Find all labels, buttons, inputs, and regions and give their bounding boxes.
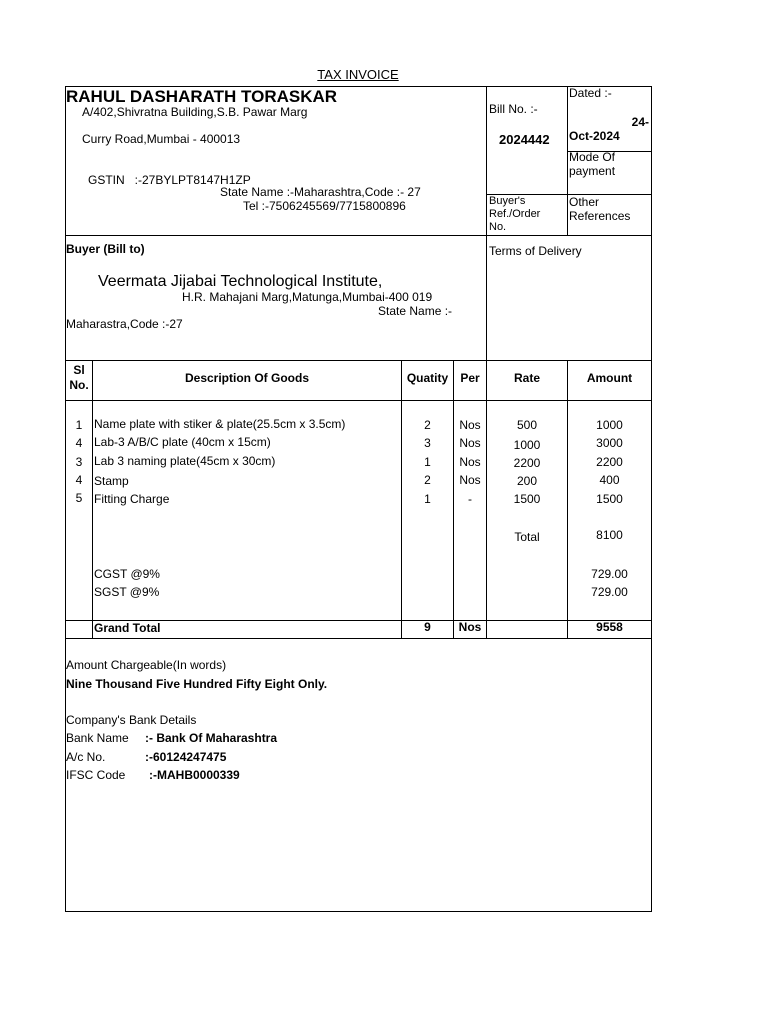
row-per: Nos: [459, 418, 481, 432]
row-amount: 3000: [596, 436, 623, 450]
row-per: Nos: [459, 473, 481, 487]
row-sl: 4: [75, 436, 83, 450]
amount-in-words-label: Amount Chargeable(In words): [66, 658, 227, 672]
header-sl-line2: No.: [69, 378, 89, 392]
buyer-name: Veermata Jijabai Technological Institute,: [98, 273, 383, 290]
total-label: Total: [514, 530, 540, 544]
cgst-value: 729.00: [591, 567, 628, 581]
seller-address-line2: Curry Road,Mumbai - 400013: [82, 132, 241, 146]
row-per: -: [468, 492, 472, 506]
row-description: Stamp: [94, 474, 129, 488]
grand-total-per: Nos: [458, 620, 482, 634]
row-rate: 200: [516, 474, 538, 488]
cgst-label: CGST @9%: [94, 567, 160, 581]
divider-buyer-top: [65, 235, 652, 236]
header-rate: Rate: [513, 371, 540, 385]
row-quantity: 2: [424, 473, 431, 487]
row-description: Fitting Charge: [94, 492, 170, 506]
row-amount: 400: [599, 473, 620, 487]
ifsc-value: :-MAHB0000339: [149, 768, 240, 782]
row-description: Name plate with stiker & plate(25.5cm x 3.5cm): [94, 417, 346, 431]
invoice-title: TAX INVOICE: [317, 67, 399, 82]
buyers-ref-line3: No.: [489, 221, 507, 233]
bank-name-value: :- Bank Of Maharashtra: [145, 731, 278, 745]
seller-name: RAHUL DASHARATH TORASKAR: [66, 87, 338, 106]
row-amount: 2200: [596, 455, 623, 469]
header-quantity: Quatity: [406, 371, 449, 385]
bill-no-label: Bill No. :-: [489, 102, 538, 116]
divider-table-header: [65, 400, 652, 401]
header-amount: Amount: [586, 371, 633, 385]
ifsc-label: IFSC Code: [66, 768, 126, 782]
divider-seller-right: [486, 86, 487, 360]
account-number-value: :-60124247475: [145, 750, 227, 764]
divider-table-top: [65, 360, 652, 361]
divider-grand-total-bottom: [65, 638, 652, 639]
row-quantity: 1: [424, 492, 431, 506]
dated-label: Dated :-: [569, 86, 612, 100]
mode-of-payment-line1: Mode Of: [569, 150, 616, 164]
border-right: [651, 86, 652, 911]
seller-gstin: GSTIN :-27BYLPT8147H1ZP: [88, 173, 251, 187]
grand-total-value: 9558: [596, 620, 623, 634]
row-sl: 5: [75, 491, 83, 505]
sgst-value: 729.00: [591, 585, 628, 599]
account-number-label: A/c No.: [66, 750, 106, 764]
grand-total-label: Grand Total: [94, 621, 161, 635]
seller-state: State Name :-Maharashtra,Code :- 27: [220, 185, 421, 199]
mode-of-payment-line2: payment: [569, 164, 616, 178]
divider-bill-info: [567, 86, 568, 235]
amount-in-words-value: Nine Thousand Five Hundred Fifty Eight Only.: [66, 677, 328, 691]
date-value-part2: Oct-2024: [569, 129, 620, 143]
bank-name-label: Bank Name: [66, 731, 129, 745]
row-rate: 1500: [513, 492, 541, 506]
row-sl: 4: [75, 473, 83, 487]
buyer-heading: Buyer (Bill to): [66, 242, 145, 256]
row-quantity: 3: [424, 436, 431, 450]
total-value: 8100: [596, 528, 623, 542]
row-amount: 1500: [596, 492, 623, 506]
date-value-part1: 24-: [631, 115, 649, 129]
row-sl: 3: [75, 455, 83, 469]
buyer-state-value: Maharastra,Code :-27: [66, 317, 183, 331]
buyers-ref-line2: Ref./Order: [489, 208, 541, 220]
sgst-label: SGST @9%: [94, 585, 160, 599]
row-quantity: 1: [424, 455, 431, 469]
buyer-address: H.R. Mahajani Marg,Matunga,Mumbai-400 019: [182, 290, 433, 304]
row-per: Nos: [459, 436, 481, 450]
header-description: Description Of Goods: [184, 371, 309, 385]
row-rate: 1000: [513, 438, 541, 452]
other-references-line1: Other: [569, 195, 600, 209]
header-sl-line1: Sl: [73, 363, 85, 377]
row-description: Lab-3 A/B/C plate (40cm x 15cm): [94, 435, 271, 449]
bill-no-value: 2024442: [499, 132, 550, 147]
row-quantity: 2: [424, 418, 431, 432]
terms-of-delivery: Terms of Delivery: [489, 244, 582, 258]
buyer-state-label: State Name :-: [378, 304, 453, 318]
col-divider-sl: [92, 360, 93, 638]
buyers-ref-line1: Buyer's: [489, 195, 526, 207]
header-per: Per: [460, 371, 480, 385]
grand-total-quantity: 9: [424, 620, 431, 634]
row-rate: 500: [516, 418, 538, 432]
row-per: Nos: [459, 455, 481, 469]
bank-details-heading: Company's Bank Details: [66, 713, 197, 727]
seller-tel: Tel :-7506245569/7715800896: [243, 199, 406, 213]
row-sl: 1: [75, 418, 83, 432]
row-rate: 2200: [513, 456, 541, 470]
border-bottom: [65, 911, 652, 912]
row-description: Lab 3 naming plate(45cm x 30cm): [94, 454, 276, 468]
other-references-line2: References: [569, 209, 631, 223]
row-amount: 1000: [596, 418, 623, 432]
seller-address-line1: A/402,Shivratna Building,S.B. Pawar Marg: [82, 105, 308, 119]
